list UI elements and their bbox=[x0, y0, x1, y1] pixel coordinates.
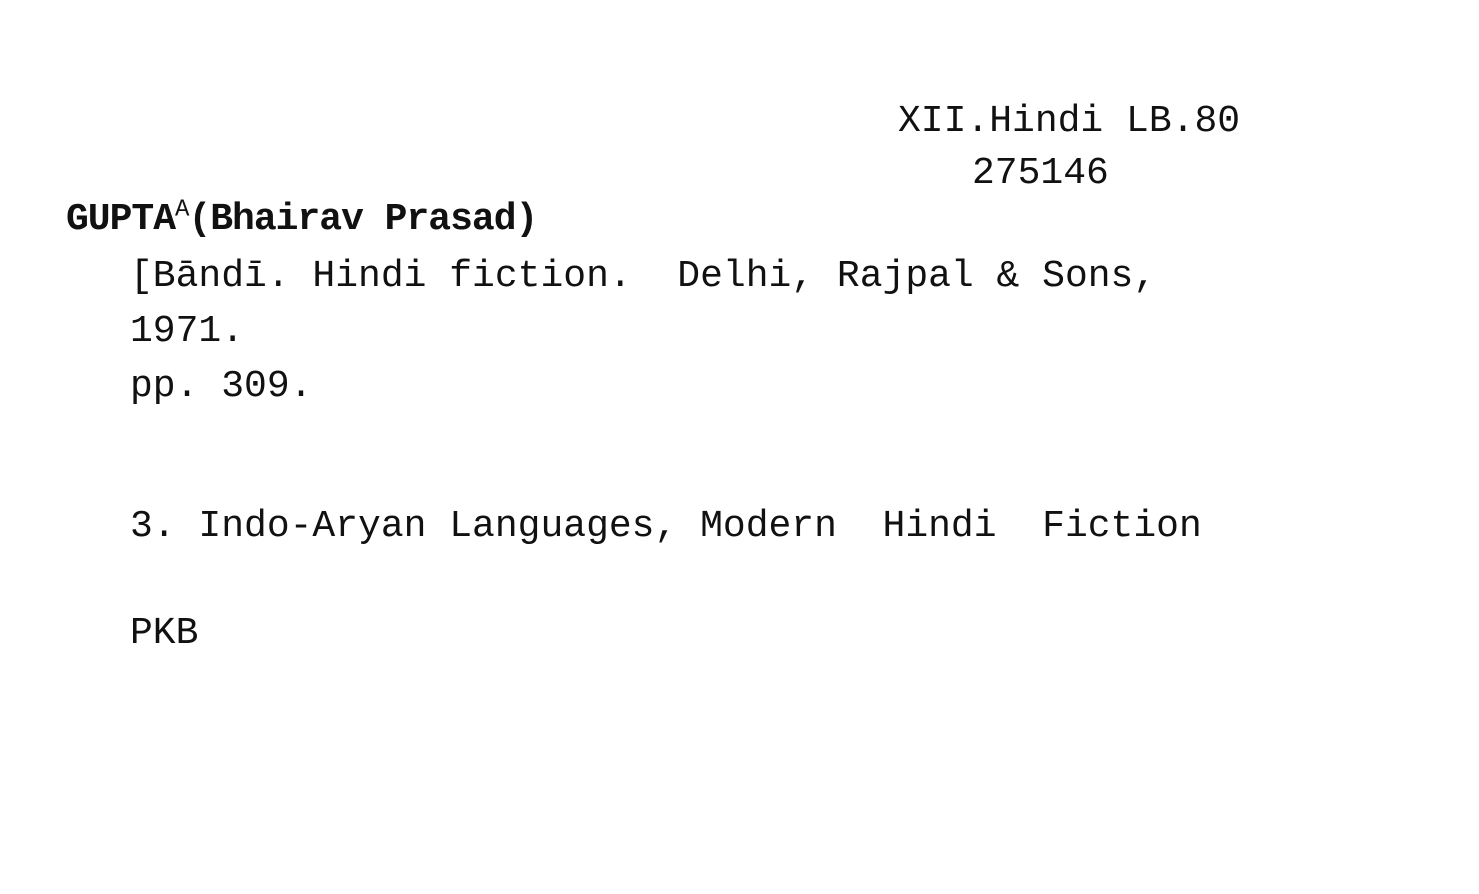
subject-heading: 3. Indo-Aryan Languages, Modern Hindi Fiction bbox=[130, 505, 1202, 548]
author-heading bbox=[66, 198, 537, 242]
author-surname: GUPTA bbox=[66, 198, 176, 241]
author-forenames: (Bhairav Prasad) bbox=[188, 198, 538, 241]
cataloger-initials: PKB bbox=[130, 612, 199, 655]
accession-number: 275146 bbox=[972, 152, 1109, 195]
author-superscript: A bbox=[175, 196, 189, 224]
call-number: XII.Hindi LB.80 bbox=[898, 100, 1241, 143]
title-imprint-line: [Bāndī. Hindi fiction. Delhi, Rajpal & Sons, bbox=[130, 255, 1157, 298]
pagination: pp. 309. bbox=[130, 365, 313, 408]
publication-year: 1971. bbox=[130, 310, 245, 353]
